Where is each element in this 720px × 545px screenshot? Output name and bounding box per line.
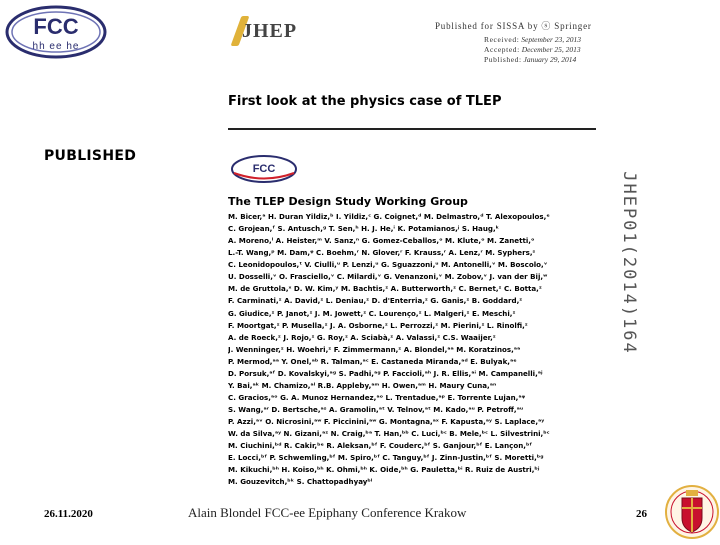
publication-dates bbox=[484, 35, 581, 65]
author-line: C. Grojean,ᶠ S. Antusch,ᵍ T. Sen,ʰ H. J. He,ⁱ K. Potamianos,ʲ S. Haug,ᵏ bbox=[228, 224, 500, 234]
author-line: W. da Silva,ᵃʸ N. Gizani,ᵃᶻ N. Craig,ᵇᵃ T. Han,ᵇᵇ C. Luci,ᵇᶜ B. Mele,ᵇᶜ L. Silvestrini,ᵇᶜ bbox=[228, 429, 550, 439]
footer-presenter: Alain Blondel FCC-ee Epiphany Conference Krakow bbox=[188, 505, 467, 520]
footer-date: 26.11.2020 bbox=[44, 508, 93, 520]
jhep-logo-text: JHEP bbox=[242, 20, 298, 42]
author-line: F. Moortgat,ᶻ P. Musella,ᶻ J. A. Osborne,ᶻ L. Perrozzi,ᶻ M. Pierini,ᶻ L. Rinolfi,ᶻ bbox=[228, 320, 528, 330]
author-line: A. Moreno,ˡ A. Heister,ᵐ V. Sanz,ⁿ G. Gomez-Ceballos,ᵒ M. Klute,ᵒ M. Zanetti,ᵒ bbox=[228, 236, 535, 246]
author-line: E. Locci,ᵇᶠ P. Schwemling,ᵇᶠ M. Spiro,ᵇᶠ C. Tanguy,ᵇᶠ J. Zinn-Justin,ᵇᶠ S. Moretti,ᵇᵍ bbox=[228, 453, 544, 463]
paper-title-page bbox=[220, 8, 600, 508]
publisher-line: Published for SISSA by ⓢ Springer bbox=[435, 21, 592, 31]
paper-title: First look at the physics case of TLEP bbox=[228, 94, 502, 109]
author-line: M. Bicer,ᵃ H. Duran Yildiz,ᵇ I. Yildiz,ᶜ G. Coignet,ᵈ M. Delmastro,ᵈ T. Alexopoulos,ᵉ bbox=[228, 212, 550, 221]
author-line: M. Gouzevitch,ᵇᵏ S. Chattopadhyayᵇˡ bbox=[228, 477, 373, 487]
fcc-logo bbox=[4, 4, 108, 60]
author-line: L.-T. Wang,ᵖ M. Dam,ᵠ C. Boehm,ʳ N. Glover,ʳ F. Krauss,ʳ A. Lenz,ʳ M. Syphers,ˢ bbox=[228, 248, 536, 258]
author-line: C. Leonidopoulos,ᵗ V. Ciulli,ᵘ P. Lenzi,ᵘ G. Sguazzoni,ᵘ M. Antonelli,ᵛ M. Boscolo,ᵛ bbox=[228, 260, 548, 270]
author-line: M. Kikuchi,ᵇʰ H. Koiso,ᵇʰ K. Ohmi,ᵇʰ K. Oide,ᵇʰ G. Pauletta,ᵇⁱ R. Ruiz de Austri,ᵇʲ bbox=[228, 465, 540, 475]
author-line: C. Gracios,ᵃᵒ G. A. Munoz Hernandez,ᵃᵒ L. Trentadue,ᵃᵖ E. Torrente Lujan,ᵃᵠ bbox=[228, 392, 526, 402]
university-crest bbox=[664, 484, 720, 540]
author-line: D. Porsuk,ᵃᶠ D. Kovalskyi,ᵃᵍ S. Padhi,ᵃᵍ P. Faccioli,ᵃʰ J. R. Ellis,ᵃⁱ M. Campanelli,ᵃʲ bbox=[228, 368, 543, 378]
author-line: S. Wang,ᵃʳ D. Bertsche,ᵃˢ A. Gramolin,ᵃᵗ V. Telnov,ᵃᵗ M. Kado,ᵃᵘ P. Petroff,ᵃᵘ bbox=[228, 405, 524, 414]
author-line: P. Mermod,ᵃᵃ Y. Onel,ᵃᵇ R. Talman,ᵃᶜ E. Castaneda Miranda,ᵃᵈ E. Bulyak,ᵃᵉ bbox=[228, 356, 517, 366]
working-group-heading: The TLEP Design Study Working Group bbox=[228, 195, 468, 208]
author-line: G. Giudice,ᶻ P. Janot,ᶻ J. M. Jowett,ᶻ C. Lourenço,ᶻ L. Malgeri,ᶻ E. Meschi,ᶻ bbox=[228, 308, 516, 318]
svg-text:FCC: FCC bbox=[33, 14, 79, 39]
author-line: F. Carminati,ᶻ A. David,ᶻ L. Deniau,ᶻ D. d'Enterria,ᶻ G. Ganis,ᶻ B. Goddard,ᶻ bbox=[228, 296, 523, 306]
published-date-row: Published: January 29, 2014 bbox=[484, 55, 577, 64]
received-date-row: Received: September 23, 2013 bbox=[484, 35, 582, 44]
page-number: 26 bbox=[636, 508, 647, 520]
author-line: M. Ciuchini,ᵇᵈ R. Cakir,ᵇᵉ R. Aleksan,ᵇᶠ F. Couderc,ᵇᶠ S. Ganjour,ᵇᶠ E. Lançon,ᵇᶠ bbox=[228, 441, 533, 451]
accepted-date-row: Accepted: December 25, 2013 bbox=[484, 45, 581, 54]
journal-reference: JHEP01(2014)164 bbox=[619, 171, 639, 355]
svg-text:hh ee he: hh ee he bbox=[32, 41, 80, 52]
author-line: U. Dosselli,ᵛ O. Frasciello,ᵛ C. Milardi,ᵛ G. Venanzoni,ᵛ M. Zobov,ᵛ J. van der Bij,ʷ bbox=[228, 272, 548, 282]
published-label: PUBLISHED bbox=[44, 148, 137, 164]
fcc-small-logo bbox=[230, 154, 298, 184]
jhep-logo bbox=[230, 14, 304, 48]
author-line: Y. Bai,ᵃᵏ M. Chamizo,ᵃˡ R.B. Appleby,ᵃᵐ H. Owen,ᵃᵐ H. Maury Cuna,ᵃⁿ bbox=[228, 380, 497, 390]
author-line: P. Azzi,ᵃᵛ O. Nicrosini,ᵃʷ F. Piccinini,ᵃʷ G. Montagna,ᵃˣ F. Kapusta,ᵃʸ S. Laplace,ᵃʸ bbox=[228, 417, 545, 427]
author-line: A. de Roeck,ᶻ J. Rojo,ᶻ G. Roy,ᶻ A. Sciabà,ᶻ A. Valassi,ᶻ C.S. Waaijer,ᶻ bbox=[228, 332, 496, 342]
author-list bbox=[228, 211, 596, 488]
author-line: M. de Gruttola,ˣ D. W. Kim,ʸ M. Bachtis,ᶻ A. Butterworth,ᶻ C. Bernet,ᶻ C. Botta,ᶻ bbox=[228, 284, 542, 294]
title-rule bbox=[228, 128, 596, 130]
author-line: J. Wenninger,ᶻ H. Woehri,ᶻ F. Zimmermann,ᶻ A. Blondel,ᵃᵃ M. Koratzinos,ᵃᵃ bbox=[228, 344, 521, 354]
svg-text:FCC: FCC bbox=[252, 163, 276, 175]
